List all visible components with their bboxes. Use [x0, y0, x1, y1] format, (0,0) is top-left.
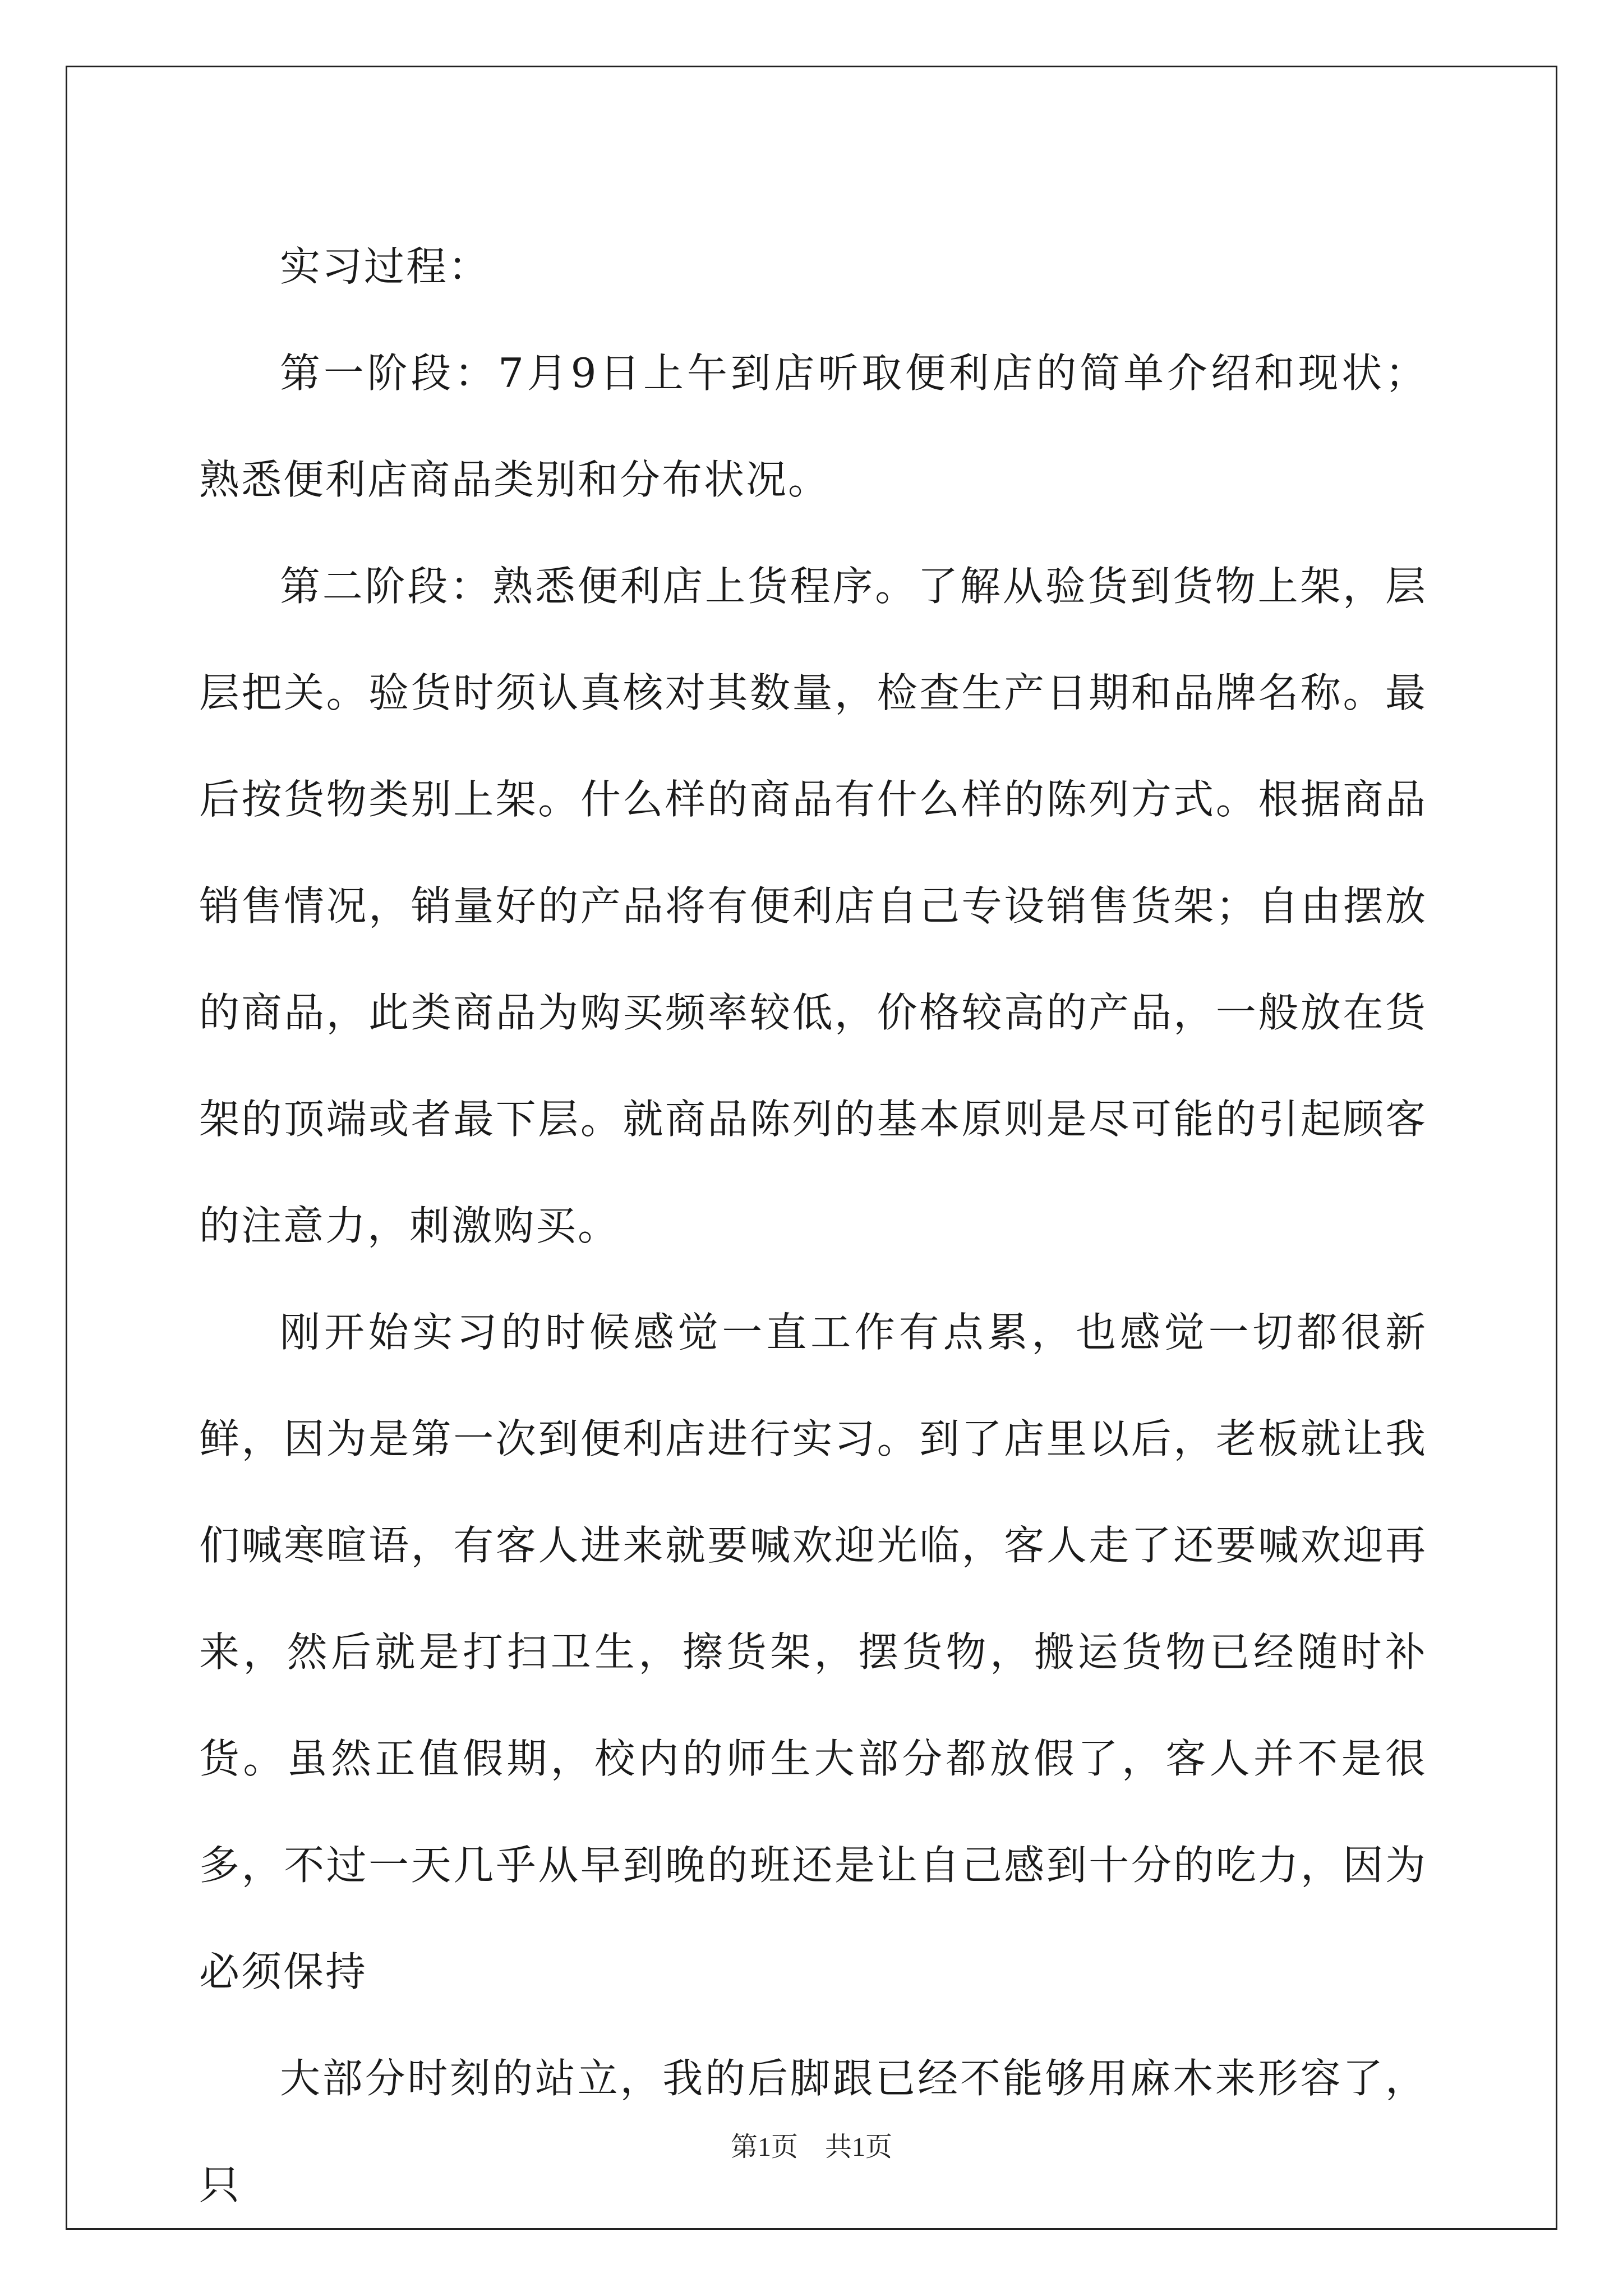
paragraph-stage-two: 第二阶段：熟悉便利店上货程序。了解从验货到货物上架，层层把关。验货时须认真核对其数量，检查生产日期和品牌名称。最后按货物类别上架。什么样的商品有什么样的陈列方式。根据商品销售情况，销量好的产品将有便利店自己专设销售货架；自由摆放的商品，此类商品为购买频率较低，价格较高的产品，一般放在货架的顶端或者最下层。就商品陈列的基本原则是尽可能的引起顾客的注意力，刺激购买。 — [199, 563, 1427, 1249]
paragraph-continuation: 大部分时刻的站立，我的后脚跟已经不能够用麻木来形容了，只 — [199, 2055, 1427, 2208]
paragraph-heading: 实习过程： — [280, 243, 491, 290]
document-body — [199, 213, 1427, 2238]
paragraph-stage-one: 第一阶段：7月9日上午到店听取便利店的简单介绍和现状；熟悉便利店商品类别和分布状况。 — [199, 349, 1427, 503]
paragraph-experience: 刚开始实习的时候感觉一直工作有点累，也感觉一切都很新鲜，因为是第一次到便利店进行实习。到了店里以后，老板就让我们喊寒暄语，有客人进来就要喊欢迎光临，客人走了还要喊欢迎再来，然后就是打扫卫生，擦货架，摆货物，搬运货物已经随时补货。虽然正值假期，校内的师生大部分都放假了，客人并不是很多，不过一天几乎从早到晚的班还是让自己感到十分的吃力，因为必须保持 — [199, 1309, 1427, 1995]
page-number-footer: 第1页 共1页 — [730, 2132, 892, 2162]
